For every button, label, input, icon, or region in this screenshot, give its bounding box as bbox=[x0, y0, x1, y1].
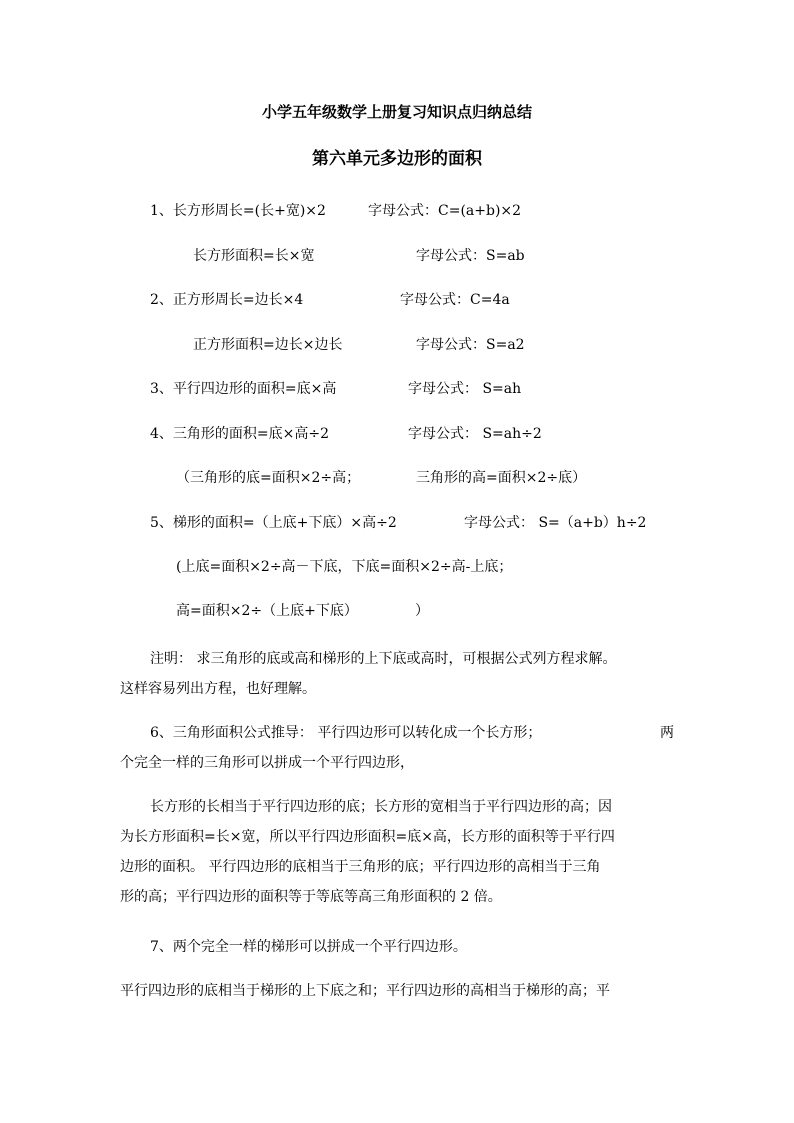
rule-1a-formula: 1、长方形周长=(长+宽)×2 bbox=[150, 203, 326, 219]
rule-5-letter-formula: 字母公式： S=（a+b）h÷2 bbox=[464, 515, 647, 531]
section-6-line-1 bbox=[120, 718, 674, 748]
rule-4-note-base: （三角形的底=面积×2÷高； bbox=[176, 470, 361, 486]
rule-2a-letter-formula: 字母公式：C=4a bbox=[400, 292, 510, 308]
note-line-2: 这样容易列出方程，也好理解。 bbox=[120, 681, 316, 697]
rule-1b-formula: 长方形面积=长×宽 bbox=[193, 248, 315, 264]
explanation-line-1: 长方形的长相当于平行四边形的底；长方形的宽相当于平行四边形的高；因 bbox=[150, 799, 612, 815]
rule-2a-formula: 2、正方形周长=边长×4 bbox=[150, 292, 304, 308]
explanation-line-2: 为长方形面积=长×宽，所以平行四边形面积=底×高，长方形的面积等于平行四 bbox=[120, 829, 615, 845]
explanation-line-3: 边形的面积。 平行四边形的底相当于三角形的底；平行四边形的高相当于三角 bbox=[120, 859, 601, 875]
section-7-continuation bbox=[120, 976, 674, 1006]
section-6-line-2: 个完全一样的三角形可以拼成一个平行四边形， bbox=[120, 755, 414, 771]
section-6-line-1-end: 两 bbox=[660, 725, 674, 741]
section-7-paragraph bbox=[120, 932, 674, 962]
rule-5-formula: 5、梯形的面积=（上底+下底）×高÷2 bbox=[150, 515, 397, 531]
section-6-line-1-text: 6、三角形面积公式推导： 平行四边形可以转化成一个长方形； bbox=[150, 725, 542, 741]
section-6-explanation bbox=[120, 792, 674, 912]
note-line-1: 注明： 求三角形的底或高和梯形的上下底或高时，可根据公式列方程求解。 bbox=[150, 651, 617, 667]
rule-2b-letter-formula: 字母公式：S=a2 bbox=[416, 337, 525, 353]
rule-1a-letter-formula: 字母公式：C=(a+b)×2 bbox=[368, 203, 522, 219]
note-paragraph bbox=[120, 644, 674, 704]
document-title: 小学五年级数学上册复习知识点归纳总结 bbox=[261, 103, 532, 121]
explanation-line-4: 形的高；平行四边形的面积等于等底等高三角形面积的 2 倍。 bbox=[120, 889, 502, 905]
rule-5-note-close: ） bbox=[415, 603, 429, 619]
rule-4-formula: 4、三角形的面积=底×高÷2 bbox=[150, 426, 330, 442]
rule-4-letter-formula: 字母公式： S=ah÷2 bbox=[408, 426, 542, 442]
section-7-line-2: 平行四边形的底相当于梯形的上下底之和；平行四边形的高相当于梯形的高；平 bbox=[120, 983, 610, 999]
rule-3-formula: 3、平行四边形的面积=底×高 bbox=[150, 381, 337, 397]
rule-5-note-line2: 高=面积×2÷（上底+下底） bbox=[176, 603, 358, 619]
rule-5-note-line1: (上底=面积×2÷高－下底，下底=面积×2÷高-上底； bbox=[176, 559, 513, 575]
section-7-line-1: 7、两个完全一样的梯形可以拼成一个平行四边形。 bbox=[150, 939, 467, 955]
rule-3-letter-formula: 字母公式： S=ah bbox=[408, 381, 522, 397]
rule-4-note-height: 三角形的高=面积×2÷底） bbox=[416, 470, 587, 486]
rule-1b-letter-formula: 字母公式：S=ab bbox=[416, 248, 525, 264]
section-6-paragraph bbox=[120, 718, 674, 778]
rule-2b-formula: 正方形面积=边长×边长 bbox=[193, 337, 343, 353]
unit-title: 第六单元多边形的面积 bbox=[312, 149, 482, 169]
